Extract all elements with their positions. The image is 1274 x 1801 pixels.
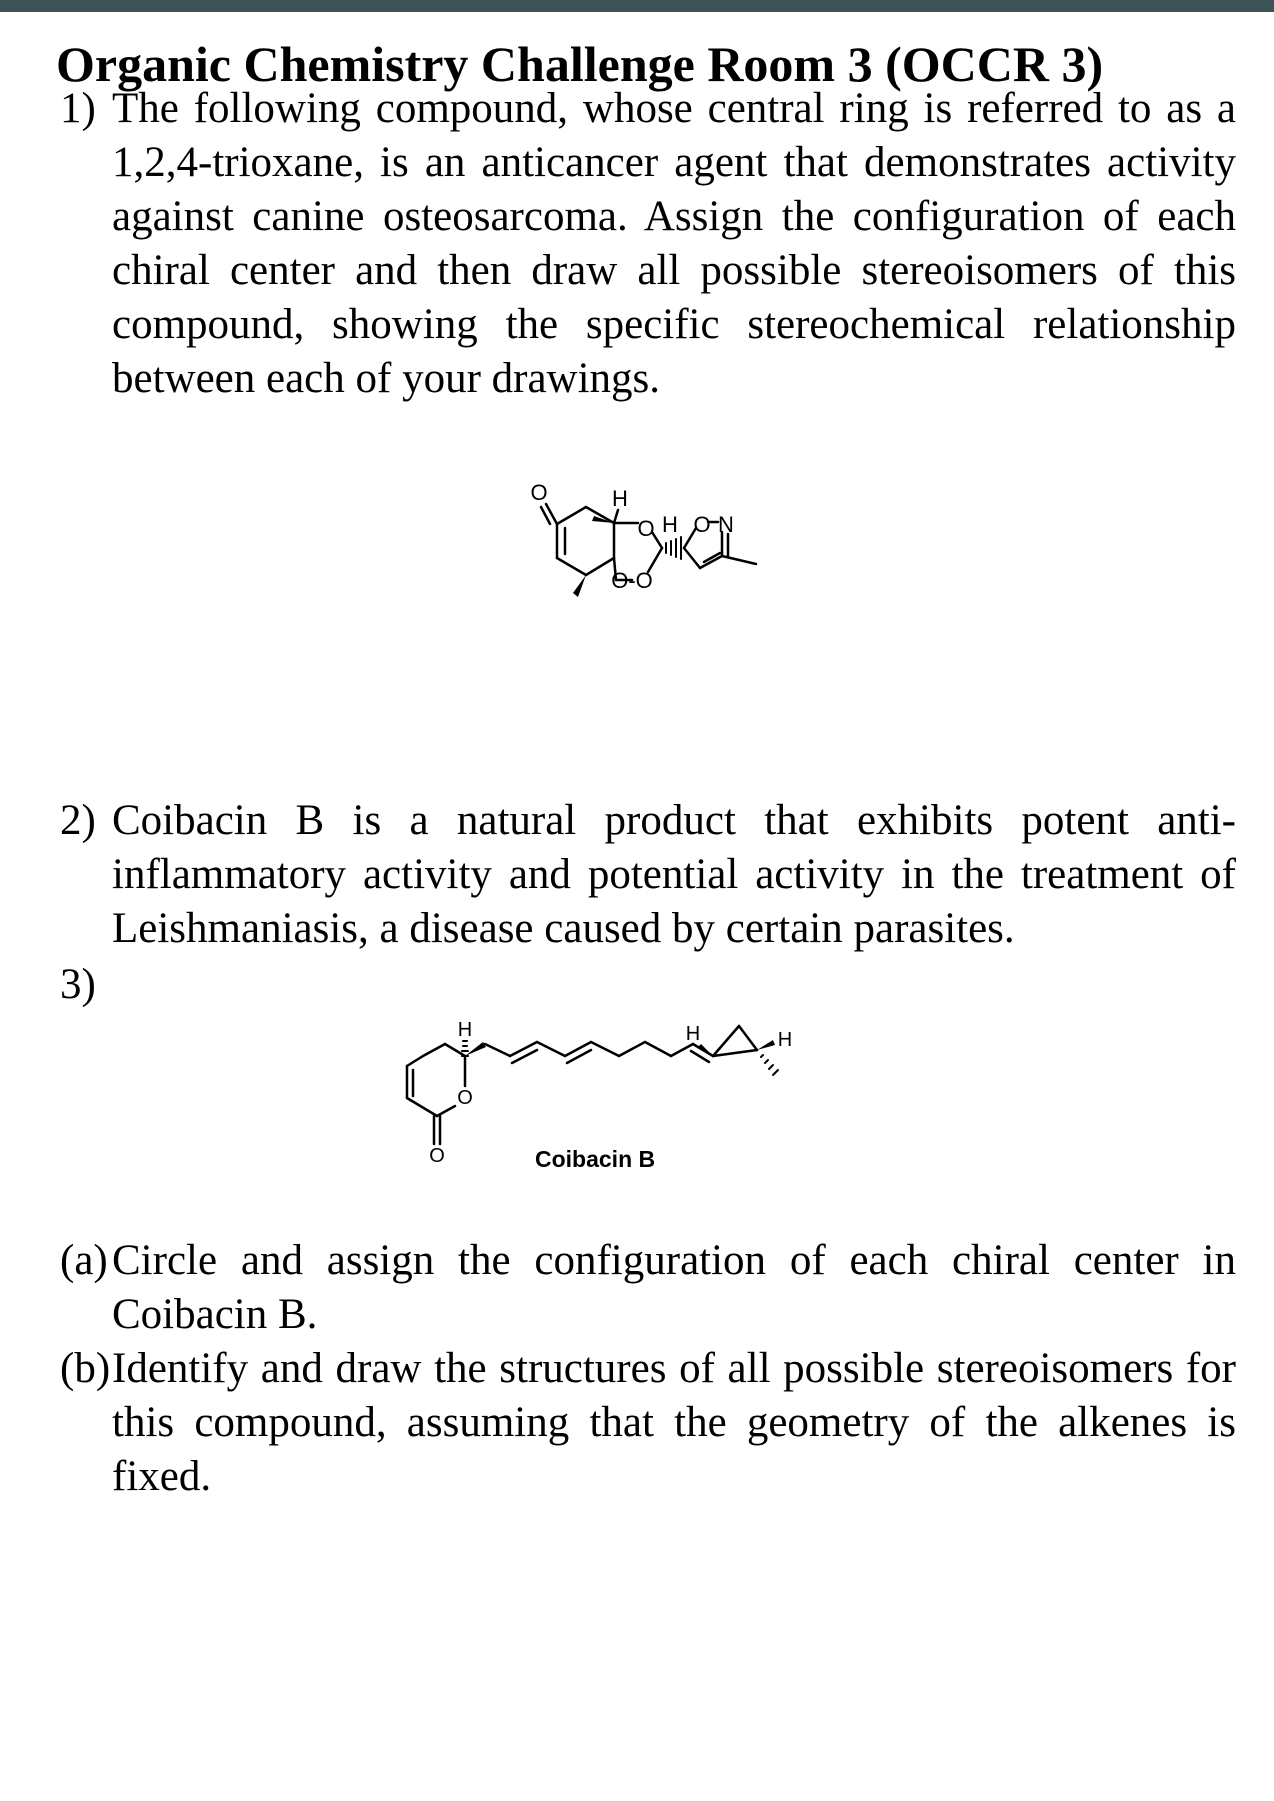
subpart-label: (a) bbox=[60, 1237, 108, 1284]
atom-label-O: O bbox=[457, 1087, 473, 1109]
top-bar bbox=[0, 0, 1274, 12]
subpart-text: Circle and assign the configuration of each chiral center in Coibacin B. bbox=[112, 1237, 1236, 1338]
subpart-text: Identify and draw the structures of all possible stereoisomers for this compound, assuming that the geometry of the alkenes is fixed. bbox=[112, 1345, 1236, 1500]
wedge-bond bbox=[697, 1044, 713, 1056]
question-2 bbox=[60, 794, 1236, 964]
atom-label-H: H bbox=[777, 1029, 793, 1051]
atom-label-N: N bbox=[718, 512, 734, 537]
question-number: 3) bbox=[60, 961, 96, 1008]
question-text: The following compound, whose central ring is referred to as a 1,2,4-trioxane, is an anticancer agent that demonstrates activity against canine osteosarcoma. Assign the configuration of each chiral center and then draw all possible stereoisomers of this compound, showing the specific stereochemical relationship between each of your drawings. bbox=[112, 85, 1236, 402]
page-title: Organic Chemistry Challenge Room 3 (OCCR 3) bbox=[56, 36, 1104, 92]
atom-label-H: H bbox=[612, 486, 628, 511]
hash-bond bbox=[666, 537, 681, 559]
question-text: Coibacin B is a natural product that exhibits potent anti-inflammatory activity and potential activity in the treatment of Leishmaniasis, a disease caused by certain parasites. bbox=[112, 797, 1236, 952]
wedge-bond bbox=[757, 1040, 775, 1050]
peroxide-label: O-O bbox=[611, 568, 653, 593]
structure-caption: Coibacin B bbox=[535, 1146, 656, 1172]
subpart-a bbox=[60, 1234, 1236, 1344]
subpart-b bbox=[60, 1342, 1236, 1512]
atom-label-H: H bbox=[685, 1023, 701, 1045]
subpart-label: (b) bbox=[60, 1345, 111, 1392]
hash-bond bbox=[761, 1055, 778, 1075]
atom-label-H: H bbox=[662, 512, 678, 537]
question-3 bbox=[60, 958, 160, 1012]
side-chain bbox=[485, 1042, 713, 1063]
question-number: 1) bbox=[60, 85, 96, 132]
trioxane-structure bbox=[520, 480, 840, 650]
question-1 bbox=[60, 82, 1236, 482]
wedge-bond bbox=[573, 575, 586, 597]
atom-label-O: O bbox=[637, 516, 655, 541]
atom-label-O: O bbox=[530, 480, 548, 505]
cyclopropane-ring bbox=[713, 1026, 757, 1056]
atom-label-H: H bbox=[457, 1019, 473, 1041]
atom-label-O: O bbox=[693, 512, 711, 537]
atom-label-O: O bbox=[429, 1145, 445, 1167]
wedge-bond bbox=[465, 1042, 486, 1056]
question-number: 2) bbox=[60, 797, 96, 844]
cyclohexenone-ring bbox=[541, 504, 614, 575]
